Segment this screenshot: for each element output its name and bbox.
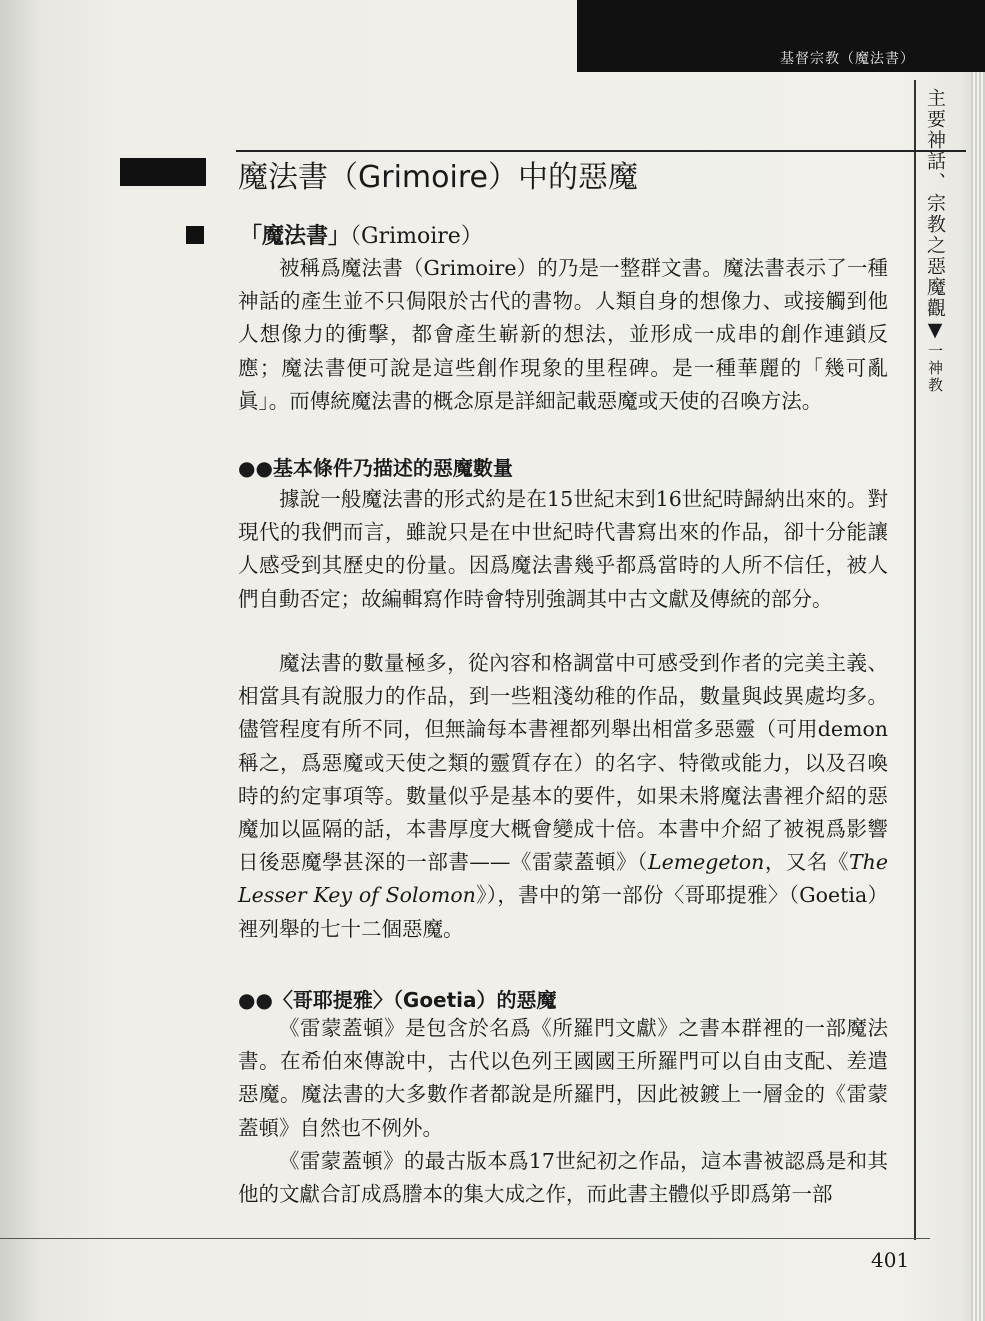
footer-rule: [0, 1238, 930, 1239]
page-title: 魔法書（Grimoire）中的惡魔: [238, 160, 638, 195]
section1-title-latin: （Grimoire）: [350, 224, 483, 249]
side-divider: [914, 80, 916, 1240]
section2-paragraph2-a: 魔法書的數量極多，從內容和格調當中可感受到作者的完美主義、相當具有說服力的作品，到一些粗淺幼稚的作品，數量與歧異處均多。儘管程度有所不同，但無論每本書裡都列舉出相當多惡靈（可用demon稱之，爲惡魔或天使之類的靈質存在）的名字、特徵或能力，以及召喚時的約定事項等。數量似乎是基本的要件，如果未將魔法書裡介紹的惡魔加以區隔的話，本書厚度大概會變成十倍。本書中介紹了被視爲影響日後惡魔學甚深的一部書——《雷蒙蓋頓》（: [238, 651, 888, 875]
running-title: 基督宗教（魔法書）: [780, 51, 915, 67]
page-number: 401: [871, 1248, 910, 1272]
side-tab-sub: 一神教: [926, 343, 944, 394]
section2-paragraph2-c: 》），書中的第一部份〈哥耶提雅〉（Goetia）裡列舉的七十二個惡魔。: [238, 883, 888, 941]
page-edge: [971, 0, 985, 1321]
section-marker: [186, 226, 204, 244]
title-marker: [120, 158, 206, 186]
section2-paragraph2-b: ，又名《: [764, 850, 849, 875]
section2-paragraph1: 據說一般魔法書的形式約是在15世紀末到16世紀時歸納出來的。對現代的我們而言，雖說只是在中世紀時代書寫出來的作品，卻十分能讓人感受到其歷史的份量。因爲魔法書幾乎都爲當時的人所不信任，被人們自動否定；故編輯寫作時會特別強調其中古文獻及傳統的部分。: [238, 487, 888, 611]
section2-title: ●●基本條件乃描述的惡魔數量: [238, 456, 513, 480]
section3-paragraph1: 《雷蒙蓋頓》是包含於名爲《所羅門文獻》之書本群裡的一部魔法書。在希伯來傳說中，古代以色列王國國王所羅門可以自由支配、差遣惡魔。魔法書的大多數作者都說是所羅門，因此被鍍上一層金的《雷蒙蓋頓》自然也不例外。: [238, 1016, 888, 1140]
section3-paragraph2: 《雷蒙蓋頓》的最古版本爲17世紀初之作品，這本書被認爲是和其他的文獻合訂成爲謄本的集大成之作，而此書主體似乎即爲第一部: [238, 1149, 888, 1207]
section2-paragraph2: [238, 647, 888, 946]
side-tab: [922, 88, 948, 394]
lemegeton-title: Lemegeton: [647, 850, 765, 875]
section1-title-text: 「魔法書」: [240, 223, 351, 249]
section1-paragraph: 被稱爲魔法書（Grimoire）的乃是一整群文書。魔法書表示了一種神話的產生並不只侷限於古代的書物。人類自身的想像力、或接觸到他人想像力的衝擊，都會產生嶄新的想法，並形成一成串的創作連鎖反應；魔法書便可說是這些創作現象的里程碑。是一種華麗的「幾可亂眞」。而傳統魔法書的概念原是詳細記載惡魔或天使的召喚方法。: [238, 256, 888, 413]
section3-title: ●●〈哥耶提雅〉（Goetia）的惡魔: [238, 988, 557, 1012]
lesser-key-title: The Lesser Key of Solomon: [238, 850, 889, 908]
section1-title: [240, 219, 483, 250]
side-tab-main: 主要神話、宗教之惡魔觀▼: [924, 88, 946, 343]
